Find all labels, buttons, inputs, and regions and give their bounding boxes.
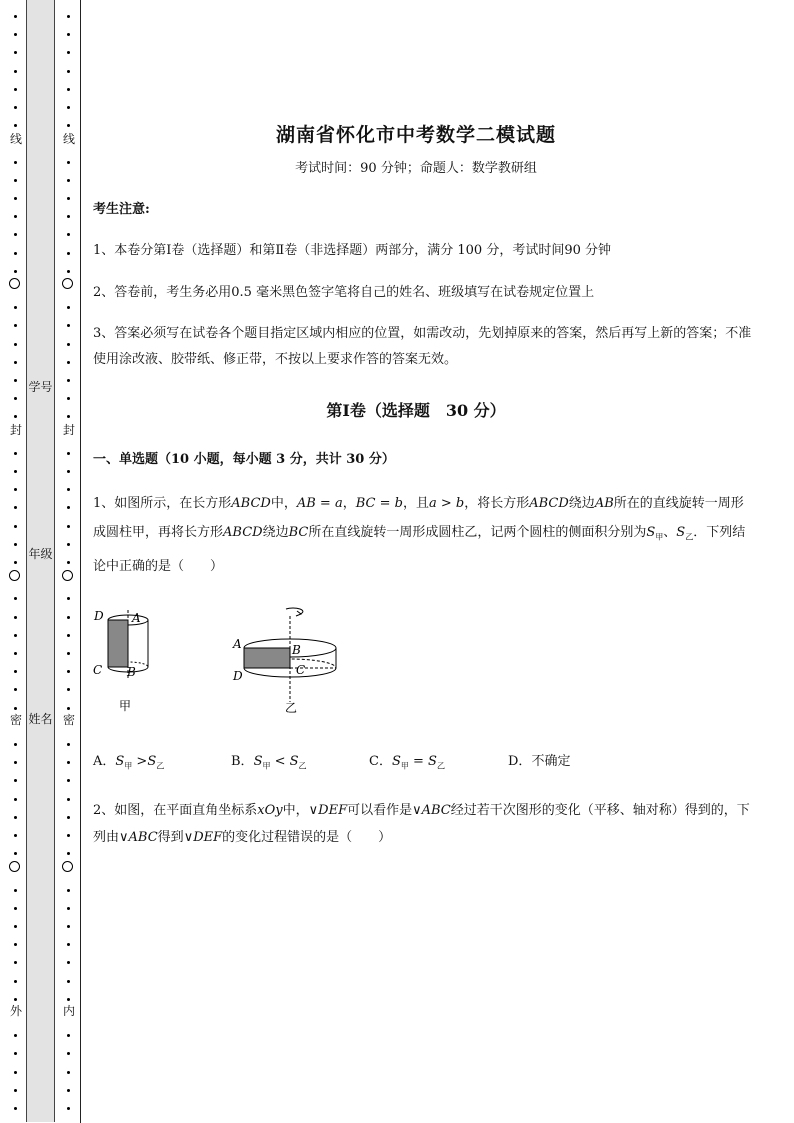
cut-dot xyxy=(67,15,70,18)
binding-hole-circle xyxy=(9,570,20,581)
cut-dot xyxy=(14,343,17,346)
cut-dot xyxy=(67,215,70,218)
cut-dot xyxy=(14,324,17,327)
cut-dot xyxy=(14,597,17,600)
cut-dot xyxy=(14,616,17,619)
cut-dot xyxy=(14,907,17,910)
cut-line-word: 封 xyxy=(62,423,75,437)
cut-dot xyxy=(67,616,70,619)
cut-dot xyxy=(67,943,70,946)
margin-rule xyxy=(80,0,81,1123)
section-heading: 一、单选题（10 小题，每小题 3 分，共计 30 分） xyxy=(93,452,395,467)
cut-dot xyxy=(14,33,17,36)
cut-dot xyxy=(14,70,17,73)
cut-dot xyxy=(67,506,70,509)
cut-dot xyxy=(67,852,70,855)
cut-dot xyxy=(67,488,70,491)
binding-hole-circle xyxy=(9,861,20,872)
cut-dot xyxy=(14,1089,17,1092)
cut-dot xyxy=(67,361,70,364)
cut-dot xyxy=(14,506,17,509)
cut-dot xyxy=(14,470,17,473)
cut-dot xyxy=(67,379,70,382)
cut-dot xyxy=(67,270,70,273)
cut-dot xyxy=(14,761,17,764)
binding-margin xyxy=(0,0,84,1123)
cut-dot xyxy=(67,743,70,746)
cut-dot xyxy=(14,707,17,710)
cut-dot xyxy=(67,233,70,236)
cut-dot xyxy=(67,670,70,673)
option-b[interactable]: B．$S_甲 < S_乙$ xyxy=(231,754,307,771)
cut-dot xyxy=(67,761,70,764)
cut-dot xyxy=(67,816,70,819)
cut-dot xyxy=(14,1107,17,1110)
option-c[interactable]: C．$S_甲 = S_乙$ xyxy=(369,754,445,771)
cut-dot xyxy=(14,998,17,1001)
cut-dot xyxy=(67,124,70,127)
cut-dot xyxy=(14,1071,17,1074)
cut-line-word: 封 xyxy=(9,423,22,437)
exam-title: 湖南省怀化市中考数学二模试题 xyxy=(275,124,556,146)
cut-dot xyxy=(14,179,17,182)
cut-dot xyxy=(67,33,70,36)
figure-caption-yi: 乙 xyxy=(285,701,298,715)
cut-line-word: 线 xyxy=(9,132,22,146)
cut-line-word: 外 xyxy=(9,1004,22,1018)
cut-dot xyxy=(14,270,17,273)
figure-caption-jia: 甲 xyxy=(119,699,132,713)
cut-line-word: 线 xyxy=(62,132,75,146)
cut-dot xyxy=(14,233,17,236)
cut-dot xyxy=(14,670,17,673)
cut-dot xyxy=(14,88,17,91)
label-C: C xyxy=(296,663,306,677)
cut-dot xyxy=(14,488,17,491)
cut-dot xyxy=(14,561,17,564)
cut-dot xyxy=(67,1071,70,1074)
cut-dot xyxy=(14,652,17,655)
cut-dot xyxy=(14,161,17,164)
cut-dot xyxy=(67,998,70,1001)
cut-line-word: 密 xyxy=(62,713,75,727)
note-1: 1、本卷分第Ⅰ卷（选择题）和第Ⅱ卷（非选择题）两部分，满分 100 分，考试时间90 分钟 xyxy=(93,243,611,258)
cut-dot xyxy=(67,707,70,710)
label-A: A xyxy=(233,637,242,651)
cut-dot xyxy=(67,179,70,182)
cut-dot xyxy=(67,1107,70,1110)
part-title: 第Ⅰ卷（选择题 30 分） xyxy=(326,401,506,420)
cut-dot xyxy=(14,961,17,964)
cut-dot xyxy=(14,980,17,983)
cut-dot xyxy=(67,652,70,655)
binding-hole-circle xyxy=(62,570,73,581)
cut-dot xyxy=(14,452,17,455)
field-grade[interactable]: 年级 xyxy=(28,547,53,561)
cut-dot xyxy=(14,51,17,54)
cut-dot xyxy=(67,889,70,892)
cut-dot xyxy=(67,543,70,546)
option-d[interactable]: D．不确定 xyxy=(508,754,571,769)
cut-dot xyxy=(14,688,17,691)
cut-dot xyxy=(14,889,17,892)
cut-dot xyxy=(67,798,70,801)
exam-subtitle: 考试时间：90 分钟；命题人：数学教研组 xyxy=(295,161,537,176)
cut-dot xyxy=(67,470,70,473)
cut-dot xyxy=(67,197,70,200)
cut-dot xyxy=(67,961,70,964)
cut-dot xyxy=(67,343,70,346)
question-2: 2、如图，在平面直角坐标系xOy中，∨DEF可以看作是∨ABC经过若干次图形的变化（平移、轴对称）得到的，下列由∨ABC得到∨DEF的变化过程错误的是（ ） xyxy=(93,803,750,845)
cut-dot xyxy=(14,834,17,837)
cut-dot xyxy=(67,1034,70,1037)
question-1-options xyxy=(93,750,753,772)
cut-dot xyxy=(14,1034,17,1037)
cut-dot xyxy=(14,925,17,928)
cut-dot xyxy=(14,379,17,382)
cylinder-figure-yi xyxy=(228,606,343,716)
cut-dot xyxy=(67,415,70,418)
cut-dot xyxy=(14,543,17,546)
note-3: 3、答案必须写在试卷各个题目指定区域内相应的位置，如需改动，先划掉原来的答案，然后再写上新的答案；不准使用涂改液、胶带纸、修正带，不按以上要求作答的答案无效。 xyxy=(93,326,752,367)
note-2: 2、答卷前，考生务必用0.5 毫米黑色签字笔将自己的姓名、班级填写在试卷规定位置上 xyxy=(93,285,595,300)
cut-line-word: 密 xyxy=(9,713,22,727)
label-D: D xyxy=(233,669,243,683)
cut-dot xyxy=(14,943,17,946)
outer-dotted-cut-line xyxy=(10,0,22,1123)
cut-dot xyxy=(14,397,17,400)
cut-dot xyxy=(67,834,70,837)
cut-dot xyxy=(67,306,70,309)
cut-dot xyxy=(14,852,17,855)
cut-dot xyxy=(67,88,70,91)
cut-line-word: 内 xyxy=(62,1004,75,1018)
cut-dot xyxy=(67,980,70,983)
cut-dot xyxy=(67,1089,70,1092)
label-A: A xyxy=(132,611,141,625)
label-B: B xyxy=(127,665,136,679)
cut-dot xyxy=(67,634,70,637)
cut-dot xyxy=(14,361,17,364)
label-C: C xyxy=(93,663,103,677)
binding-hole-circle xyxy=(62,861,73,872)
cut-dot xyxy=(14,779,17,782)
cut-dot xyxy=(67,925,70,928)
binding-hole-circle xyxy=(62,278,73,289)
label-B: B xyxy=(292,643,301,657)
cut-dot xyxy=(67,106,70,109)
cut-dot xyxy=(14,816,17,819)
cut-dot xyxy=(14,197,17,200)
field-student-number[interactable]: 学号 xyxy=(28,380,53,394)
cut-dot xyxy=(67,561,70,564)
cut-dot xyxy=(67,161,70,164)
cut-dot xyxy=(14,634,17,637)
cut-dot xyxy=(67,51,70,54)
field-name[interactable]: 姓名 xyxy=(28,712,53,726)
cut-dot xyxy=(67,252,70,255)
option-a[interactable]: A．$S_甲 >S_乙$ xyxy=(93,754,165,771)
cut-dot xyxy=(67,907,70,910)
cylinder-figure-jia xyxy=(88,600,168,720)
cut-dot xyxy=(14,15,17,18)
cut-dot xyxy=(14,306,17,309)
cut-dot xyxy=(14,1052,17,1055)
cut-dot xyxy=(14,798,17,801)
cut-dot xyxy=(67,452,70,455)
cut-dot xyxy=(14,525,17,528)
cut-dot xyxy=(67,397,70,400)
cut-dot xyxy=(14,252,17,255)
cut-dot xyxy=(14,415,17,418)
cut-dot xyxy=(67,70,70,73)
cut-dot xyxy=(14,124,17,127)
cut-dot xyxy=(67,1052,70,1055)
cut-dot xyxy=(67,324,70,327)
question-1: 1、如图所示，在长方形ABCD中，AB = a，BC = b，且a > b，将长方形ABCD绕边AB所在的直线旋转一周形成圆柱甲，再将长方形ABCD绕边BC所在直线旋转一周形成圆柱乙，记两个圆柱的侧面积分别为$S_甲$、$S_乙$．下列结论中正确的是（ ） xyxy=(93,496,746,574)
cut-dot xyxy=(14,106,17,109)
cut-dot xyxy=(67,688,70,691)
cut-dot xyxy=(14,215,17,218)
binding-hole-circle xyxy=(9,278,20,289)
cut-dot xyxy=(67,597,70,600)
notes-heading: 考生注意: xyxy=(93,202,150,217)
cut-dot xyxy=(14,743,17,746)
cut-dot xyxy=(67,525,70,528)
cut-dot xyxy=(67,779,70,782)
label-D: D xyxy=(94,609,104,623)
inner-dotted-cut-line xyxy=(63,0,75,1123)
